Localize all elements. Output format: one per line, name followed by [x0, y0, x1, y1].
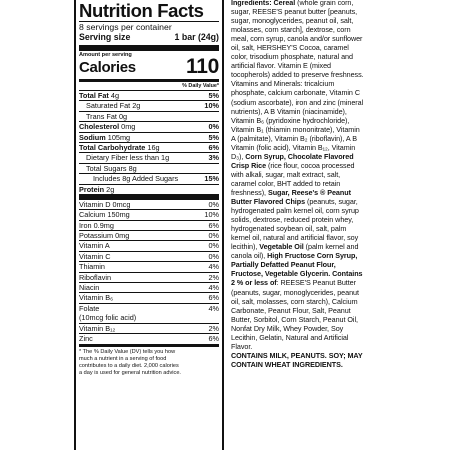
ingredients-segment: freshness),	[231, 187, 268, 197]
ingredients-line	[231, 125, 381, 134]
nutrient-row	[79, 111, 219, 121]
ingredients-line	[231, 161, 381, 170]
ingredients-line	[231, 34, 381, 43]
vitamin-label: Vitamin A	[79, 241, 110, 251]
vitamin-row	[79, 230, 219, 240]
ingredients-line	[231, 324, 381, 333]
vitamin-row	[79, 292, 219, 302]
ingredients-segment: kernel oil, natural and artificial flavor, soy	[231, 233, 359, 243]
vitamin-label: Calcium	[79, 210, 106, 220]
nutrient-dv: 5%	[208, 91, 219, 100]
vitamin-row	[79, 220, 219, 230]
ingredients-segment: High Fructose Corn Syrup,	[267, 251, 358, 261]
vitamin-label: Thiamin	[79, 262, 105, 272]
vitamin-row	[79, 251, 219, 261]
ingredients-segment: Flavor.	[231, 341, 253, 351]
ingredients-segment: (rice flour, cocoa processed	[266, 160, 355, 170]
ingredients-line	[231, 288, 381, 297]
nutrient-row	[79, 90, 219, 100]
ingredients-segment: canola oil),	[231, 251, 268, 261]
ingredients-text	[231, 0, 381, 369]
amount-per-serving: Amount per serving	[79, 52, 132, 58]
ingredients-segment: Corn Syrup, Chocolate Flavored	[245, 151, 354, 161]
vitamin-list	[79, 200, 219, 344]
ingredients-segment: nutrients), A B Vitamin (niacinamide),	[231, 106, 347, 116]
nutrition-facts-panel	[74, 0, 224, 450]
ingredients-line	[231, 134, 381, 143]
vitamin-amount: 0mg	[115, 231, 130, 241]
vitamin-dv: 4%	[208, 283, 219, 293]
ingredients-line	[231, 315, 381, 324]
vitamin-row	[79, 323, 219, 333]
nutrition-title: Nutrition Facts	[79, 0, 204, 21]
ingredients-line	[231, 179, 381, 188]
vitamin-dv: 0%	[208, 241, 219, 251]
vitamin-dv: 0%	[208, 251, 219, 261]
vitamin-label: Vitamin D	[79, 199, 111, 209]
vitamin-dv: 0%	[208, 231, 219, 241]
ingredients-line	[231, 61, 381, 70]
vitamin-amount: (10mcg folic acid)	[79, 313, 137, 323]
ingredients-segment: sugar, monoglycerides, peanut oil, salt,	[231, 16, 354, 26]
ingredients-segment: sugar, REESE'S peanut butter [peanuts,	[231, 7, 358, 17]
ingredients-segment: color, trisodium phosphate, natural and	[231, 52, 353, 62]
nutrient-amount: 2g	[106, 184, 115, 194]
vitamin-row	[79, 333, 219, 343]
footnote-line: a day is used for general nutrition advice.	[79, 370, 181, 377]
ingredients-segment: molasses, corn starch], dextrose, corn	[231, 25, 351, 35]
ingredients-segment: Lecithin, Gelatin, Natural and Artificial	[231, 332, 349, 342]
daily-value-footnote	[79, 347, 219, 378]
vitamin-dv: 6%	[208, 293, 219, 303]
ingredients-line	[231, 170, 381, 179]
nutrient-row	[79, 100, 219, 110]
nutrient-dv: 0%	[208, 122, 219, 132]
ingredients-segment: A (palmitate), Vitamin B₂ (riboflavin), A B	[231, 133, 357, 143]
nutrient-amount: 8g	[128, 163, 137, 173]
vitamin-label: Vitamin B₆	[79, 293, 114, 303]
vitamin-amount: 0mcg	[112, 199, 131, 209]
daily-value-header: % Daily Value*	[182, 83, 219, 89]
nutrient-dv: 10%	[204, 101, 219, 111]
ingredients-segment: Vitamins and Minerals: tricalcium	[231, 79, 335, 89]
ingredients-segment: (palm kernel and	[303, 242, 359, 252]
ingredients-segment: hydrogenated soybean oil, salt, palm	[231, 224, 347, 234]
ingredients-line	[231, 107, 381, 116]
nutrient-label: Total Fat	[79, 91, 109, 100]
ingredients-segment: Sugar, Reese's ® Peanut	[267, 187, 351, 197]
footnote-line: * The % Daily Value (DV) tells you how	[79, 348, 176, 355]
nutrient-row	[79, 142, 219, 152]
vitamin-dv: 2%	[208, 272, 219, 282]
nutrient-label: Includes 8g Added Sugars	[93, 174, 179, 184]
ingredients-segment: oil, salt, molasses, corn starch), Calcium	[231, 296, 358, 306]
ingredients-segment: Carbonate, Peanut Flour, Salt, Peanut	[231, 305, 351, 315]
ingredients-line	[231, 79, 381, 88]
nutrient-amount: less than 1g	[129, 153, 170, 163]
ingredients-segment: Crisp Rice	[231, 160, 267, 170]
ingredients-line	[231, 88, 381, 97]
footnote-line: much a nutrient in a serving of food	[79, 355, 167, 362]
ingredients-segment: oil, salt, HERSHEY'S Cocoa, caramel	[231, 43, 349, 53]
vitamin-row	[79, 209, 219, 219]
nutrient-dv: 5%	[208, 132, 219, 142]
ingredients-segment: (peanuts, sugar,	[305, 197, 358, 207]
nutrient-amount: 0mg	[121, 122, 136, 132]
ingredients-line	[231, 342, 381, 351]
vitamin-dv: 4%	[208, 303, 219, 313]
allergen-line: CONTAIN WHEAT INGREDIENTS.	[231, 359, 343, 369]
ingredients-segment: phosphate, calcium carbonate, Vitamin C	[231, 88, 360, 98]
nutrient-label: Total Sugars	[86, 163, 127, 173]
nutrient-dv: 3%	[208, 153, 219, 163]
vitamin-row	[79, 240, 219, 250]
serving-size	[79, 32, 219, 43]
vitamin-amount: 150mg	[107, 210, 130, 220]
serving-size-value: 1 bar (24g)	[174, 32, 219, 42]
allergen-line: CONTAINS MILK, PEANUTS. SOY; MAY	[231, 350, 363, 360]
ingredients-line	[231, 269, 381, 278]
ingredients-segment: tocopherols) added to preserve freshness.	[231, 70, 364, 80]
ingredients-segment: D₃),	[231, 151, 246, 161]
vitamin-label: Vitamin C	[79, 251, 111, 261]
nutrient-row	[79, 184, 219, 194]
nutrient-row	[79, 163, 219, 173]
ingredients-line	[231, 43, 381, 52]
vitamin-dv: 10%	[204, 210, 219, 220]
ingredients-line	[231, 242, 381, 251]
vitamin-row	[79, 282, 219, 292]
nutrient-row	[79, 121, 219, 131]
calories-label: Calories	[79, 59, 136, 76]
vitamin-amount: 0.9mg	[93, 220, 114, 230]
vitamin-label: Riboflavin	[79, 272, 112, 282]
serving-size-label: Serving size	[79, 32, 131, 42]
ingredients-line	[231, 143, 381, 152]
ingredients-segment: (whole grain corn,	[295, 0, 354, 7]
nutrient-label: Protein	[79, 184, 105, 194]
ingredients-segment: Butter Flavored Chips	[231, 197, 306, 207]
ingredients-segment: Fructose, Vegetable Glycerin. Contains	[231, 269, 363, 279]
footnote-line: contributes to a daily diet. 2,000 calories	[79, 363, 179, 370]
vitamin-row	[79, 303, 219, 323]
ingredients-line	[231, 25, 381, 34]
vitamin-dv: 0%	[208, 199, 219, 209]
nutrient-row	[79, 173, 219, 183]
ingredients-segment: Nonfat Dry Milk, Whey Powder, Soy	[231, 323, 344, 333]
ingredients-segment: meal, corn syrup, canola and/or sunflower	[231, 34, 363, 44]
nutrient-row	[79, 152, 219, 162]
ingredients-line	[231, 116, 381, 125]
ingredients-line	[231, 306, 381, 315]
vitamin-label: Vitamin B₁₂	[79, 323, 116, 333]
ingredients-line	[231, 152, 381, 161]
ingredients-line	[231, 0, 381, 7]
vitamin-label: Zinc	[79, 334, 93, 344]
ingredients-line	[231, 197, 381, 206]
ingredients-segment: with alkali, sugar, malt extract, salt,	[231, 169, 341, 179]
nutrient-list	[79, 90, 219, 194]
nutrient-dv: 6%	[208, 142, 219, 152]
nutrient-amount: 0g	[118, 111, 128, 121]
vitamin-label: Potassium	[79, 231, 114, 241]
vitamin-dv: 6%	[208, 334, 219, 344]
ingredients-line	[231, 7, 381, 16]
ingredients-line	[231, 333, 381, 342]
ingredients-segment: Vitamin B₁ (thiamin mononitrate), Vitamin	[231, 124, 360, 134]
nutrient-amount: 16g	[147, 142, 160, 152]
servings-per-container: 8 servings per container	[79, 22, 172, 32]
nutrient-label: Saturated Fat	[86, 101, 131, 111]
ingredients-line	[231, 206, 381, 215]
nutrient-label: Sodium	[79, 132, 106, 142]
ingredients-line	[231, 188, 381, 197]
ingredients-segment: Vitamin B₆ (pyridoxine hydrochloride),	[231, 115, 350, 125]
ingredients-segment: 2 % or less of	[231, 278, 277, 288]
ingredients-line	[231, 233, 381, 242]
ingredients-segment: Vegetable Oil	[259, 242, 304, 252]
ingredients-line	[231, 297, 381, 306]
allergen-statement	[231, 351, 381, 369]
ingredients-line	[231, 16, 381, 25]
nutrient-label: Dietary Fiber	[86, 153, 128, 163]
ingredients-line	[231, 52, 381, 61]
ingredients-line	[231, 260, 381, 269]
vitamin-label: Folate	[79, 303, 100, 313]
ingredients-line	[231, 224, 381, 233]
vitamin-label: Iron	[79, 220, 92, 230]
vitamin-row	[79, 200, 219, 209]
ingredients-segment: lecithin),	[231, 242, 260, 252]
ingredients-line	[231, 278, 381, 287]
vitamin-dv: 6%	[208, 220, 219, 230]
vitamin-row	[79, 261, 219, 271]
ingredients-segment: hydrogenated palm kernel oil, corn syrup	[231, 206, 359, 216]
nutrient-label: Cholesterol	[79, 122, 120, 132]
ingredients-segment: : REESE'S Peanut Butter	[276, 278, 356, 288]
vitamin-dv: 4%	[208, 262, 219, 272]
ingredients-segment: (sodium ascorbate), iron and zinc (mineral	[231, 97, 364, 107]
ingredients-line	[231, 215, 381, 224]
nutrient-label: Total Carbohydrate	[79, 142, 146, 152]
calories-value: 110	[186, 55, 219, 78]
ingredients-segment: Ingredients: Cereal	[231, 0, 296, 7]
vitamin-dv: 2%	[208, 323, 219, 333]
ingredients-line	[231, 251, 381, 260]
ingredients-segment: (peanuts, sugar, monoglycerides, peanut	[231, 287, 359, 297]
nutrient-row	[79, 132, 219, 142]
vitamin-label: Niacin	[79, 283, 100, 293]
vitamin-row	[79, 272, 219, 282]
nutrient-label: Trans Fat	[86, 111, 117, 121]
ingredients-segment: solids, dextrose, reduced protein whey,	[231, 215, 354, 225]
ingredients-line	[231, 70, 381, 79]
nutrient-amount: 4g	[110, 91, 120, 100]
ingredients-segment: Vitamin (folic acid), Vitamin B₁₂, Vitamin	[231, 142, 356, 152]
nutrient-amount: 2g	[132, 101, 141, 111]
ingredients-line	[231, 98, 381, 107]
nutrient-dv: 15%	[204, 174, 219, 184]
ingredients-segment: caramel color, BHT added to retain	[231, 178, 341, 188]
ingredients-segment: artificial flavor. Vitamin E (mixed	[231, 61, 331, 71]
ingredients-segment: Butter, Sorbitol, Corn Starch, Peanut Oil,	[231, 314, 358, 324]
nutrient-amount: 105mg	[107, 132, 131, 142]
ingredients-segment: Partially Defatted Peanut Flour,	[231, 260, 336, 270]
